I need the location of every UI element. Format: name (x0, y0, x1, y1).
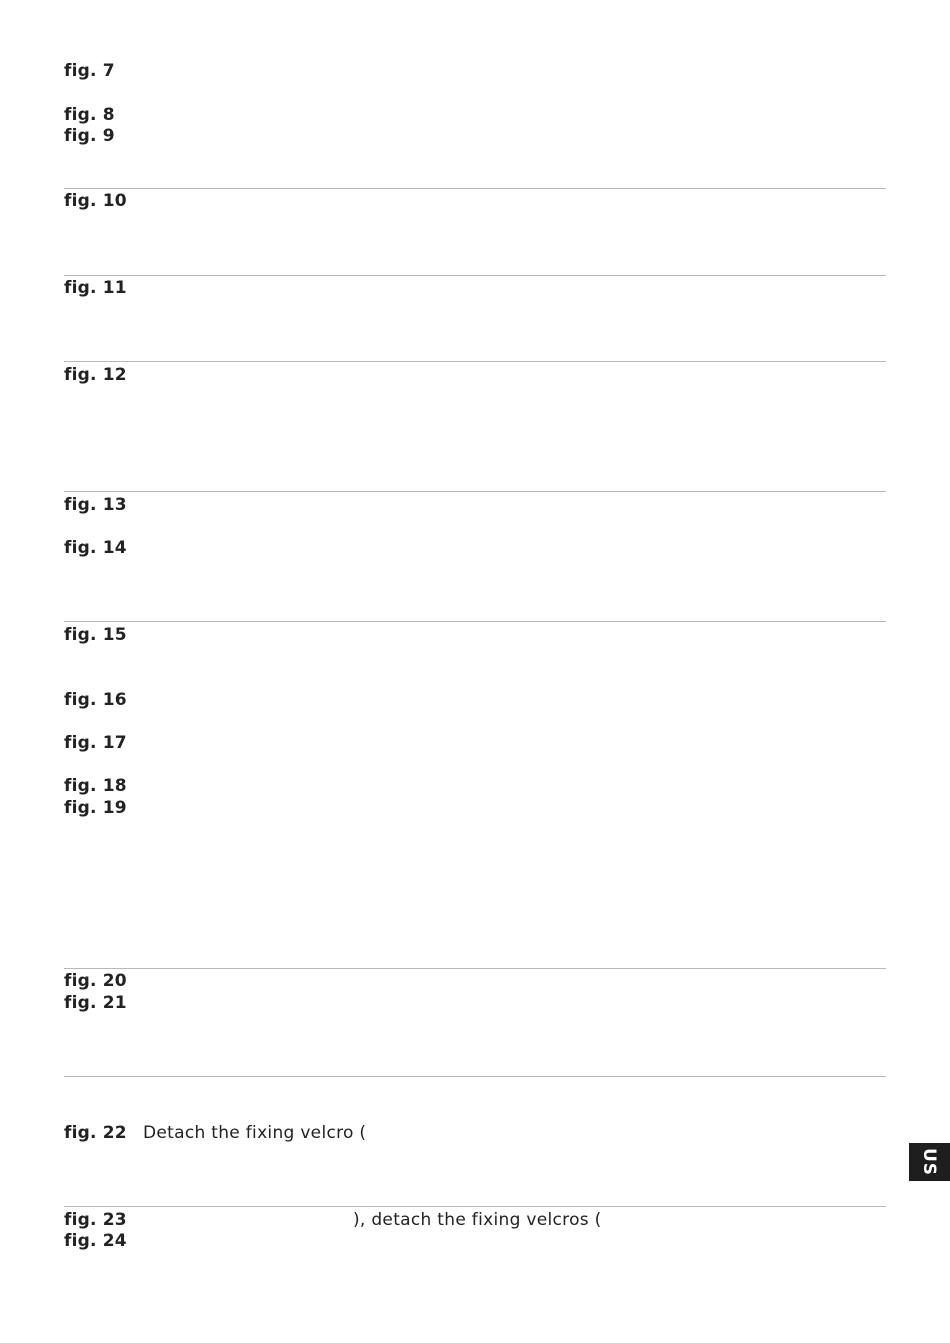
fig-label-9: fig. 9 (64, 126, 115, 146)
section-divider (64, 1076, 886, 1077)
fig-label-10: fig. 10 (64, 191, 127, 211)
fig-label-13: fig. 13 (64, 495, 127, 515)
fig-label-19: fig. 19 (64, 798, 127, 818)
fig-label-23: fig. 23 (64, 1210, 127, 1230)
fig-label-18: fig. 18 (64, 776, 127, 796)
language-tab-label: US (919, 1147, 940, 1177)
fig-label-20: fig. 20 (64, 971, 127, 991)
fig-22-instruction: Detach the fixing velcro ( (143, 1123, 367, 1143)
section-divider (64, 621, 886, 622)
language-tab (909, 1143, 950, 1181)
fig-23-instruction: ), detach the fixing velcros ( (353, 1210, 602, 1230)
section-divider (64, 968, 886, 969)
fig-label-12: fig. 12 (64, 365, 127, 385)
fig-label-17: fig. 17 (64, 733, 127, 753)
fig-label-21: fig. 21 (64, 993, 127, 1013)
section-divider (64, 361, 886, 362)
section-divider (64, 188, 886, 189)
fig-label-11: fig. 11 (64, 278, 127, 298)
fig-label-15: fig. 15 (64, 625, 127, 645)
fig-label-22: fig. 22 (64, 1123, 127, 1143)
fig-label-14: fig. 14 (64, 538, 127, 558)
fig-label-16: fig. 16 (64, 690, 127, 710)
fig-label-24: fig. 24 (64, 1231, 127, 1251)
section-divider (64, 491, 886, 492)
fig-label-7: fig. 7 (64, 61, 115, 81)
section-divider (64, 275, 886, 276)
section-divider (64, 1206, 886, 1207)
fig-label-8: fig. 8 (64, 105, 115, 125)
